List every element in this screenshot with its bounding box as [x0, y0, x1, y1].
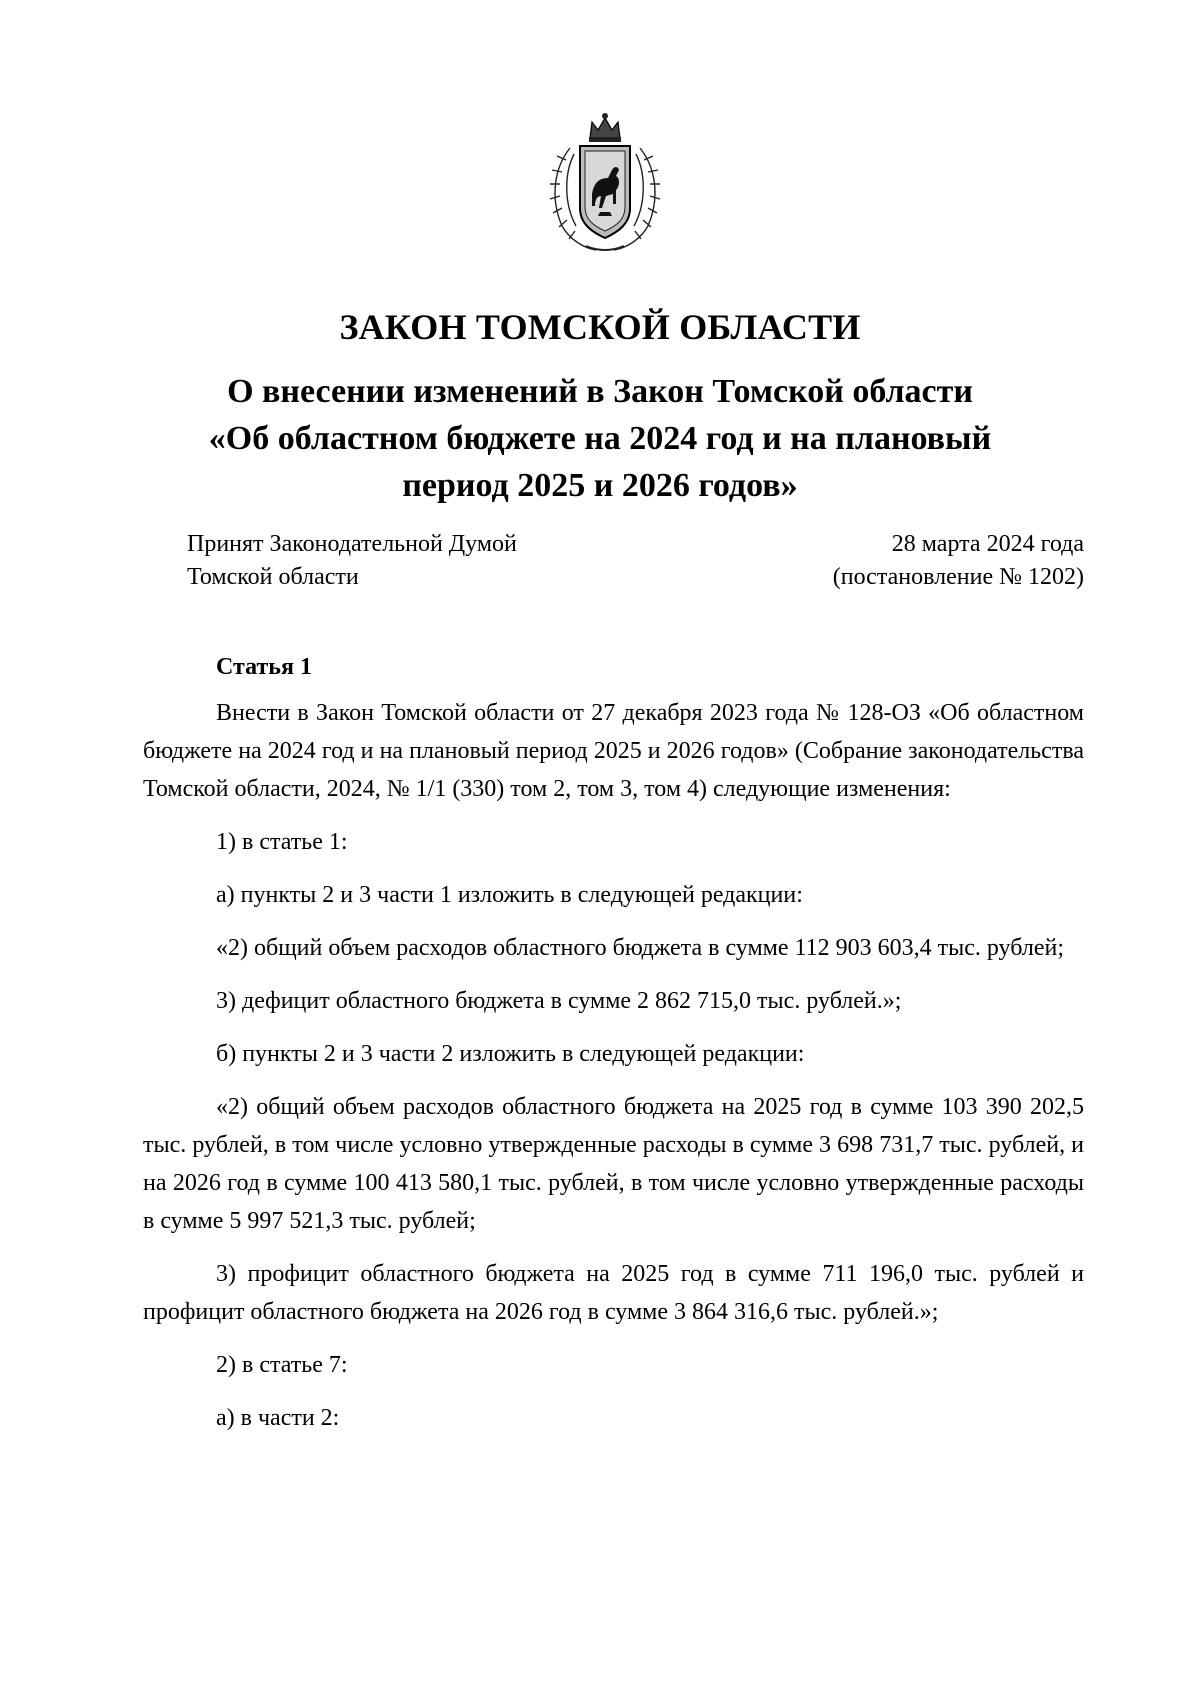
coat-of-arms-icon [540, 108, 670, 256]
paragraph: а) пункты 2 и 3 части 1 изложить в следующей редакции: [216, 882, 803, 908]
resolution-number: (постановление № 1202) [832, 564, 1084, 590]
adopted-by-line: Томской области [187, 564, 359, 590]
subtitle-line: «Об областном бюджете на 2024 год и на плановый [208, 420, 992, 457]
paragraph: «2) общий объем расходов областного бюджета в сумме 112 903 603,4 тыс. рублей; [216, 935, 1064, 961]
document-title: ЗАКОН ТОМСКОЙ ОБЛАСТИ [339, 307, 861, 347]
subtitle-line: период 2025 и 2026 годов» [402, 467, 798, 504]
paragraph: 3) профицит областного бюджета на 2025 год в сумме 711 196,0 тыс. рублей и профицит областного бюджета на 2026 год в сумме 3 864 316,6 тыс. рублей.»; [143, 1261, 1084, 1325]
paragraph: Внести в Закон Томской области от 27 декабря 2023 года № 128-ОЗ «Об областном бюджете на 2024 год и на плановый период 2025 и 2026 годов» (Собрание законодательства Томской области, 2024, № 1/1 (330) том 2, том 3, том 4) следующие изменения: [143, 700, 1084, 802]
adoption-date [833, 528, 1084, 594]
paragraph: а) в части 2: [216, 1405, 340, 1431]
adopted-by-line: Принят Законодательной Думой [187, 531, 517, 557]
article-heading: Статья 1 [216, 654, 312, 680]
adoption-date-line: 28 марта 2024 года [891, 531, 1084, 557]
paragraph: «2) общий объем расходов областного бюджета на 2025 год в сумме 103 390 202,5 тыс. рублей, в том числе условно утвержденные расходы в сумме 3 698 731,7 тыс. рублей, и на 2026 год в сумме 100 413 580,1 тыс. рублей, в том числе условно утвержденные расходы в сумме 5 997 521,3 тыс. рублей; [143, 1094, 1084, 1234]
crown-icon [589, 113, 621, 142]
subtitle-line: О внесении изменений в Закон Томской области [227, 373, 973, 410]
paragraph: 2) в статье 7: [216, 1352, 348, 1378]
paragraph: б) пункты 2 и 3 части 2 изложить в следующей редакции: [216, 1041, 805, 1067]
paragraph: 1) в статье 1: [216, 829, 348, 855]
paragraph: 3) дефицит областного бюджета в сумме 2 862 715,0 тыс. рублей.»; [216, 988, 902, 1014]
document-subtitle [150, 368, 1050, 509]
article-body [143, 694, 1084, 1452]
adopted-by [187, 528, 517, 594]
